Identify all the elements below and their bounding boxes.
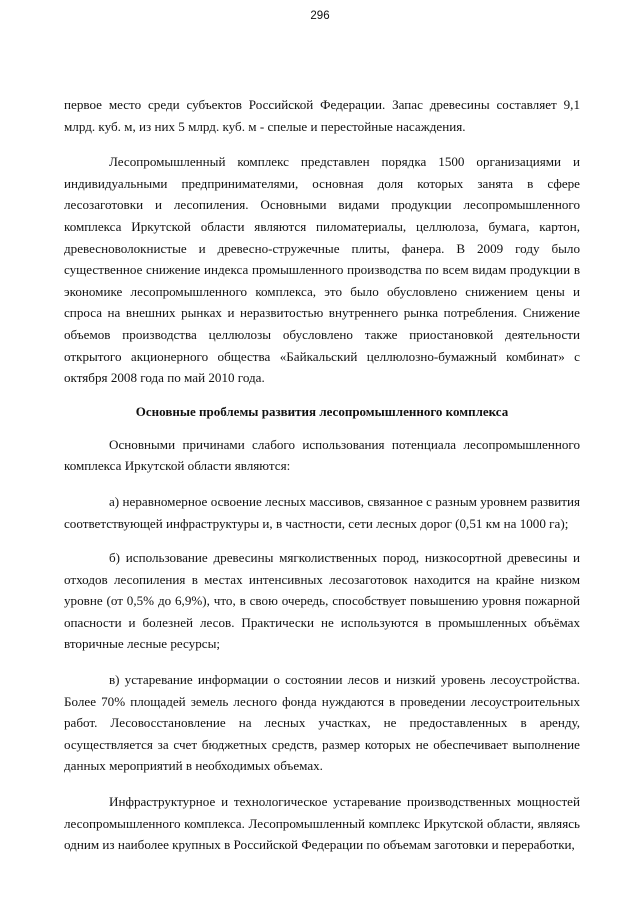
paragraph-industry-overview: Лесопромышленный комплекс представлен порядка 1500 организациями и индивидуальными предпринимателями, основная доля которых занята в сфере лесозаготовки и лесопиления. Основными видами продукции лесопромышленного комплекса Иркутской области являются пиломатериалы, целлюлоза, бумага, картон, древесноволокнистые и древесно-стружечные плиты, фанера. В 2009 году было существенное снижение индекса промышленного производства по всем видам продукции в экономике лесопромышленного комплекса, это было обусловлено снижением цены и спроса на внешних рынках и неразвитостью внутреннего рынка потребления. Снижение объемов производства целлюлозы обусловлено также приостановкой деятельности открытого акционерного общества «Байкальский целлюлозно-бумажный комбинат» с октября 2008 года по май 2010 года.: [64, 154, 580, 386]
list-item-a: а) неравномерное освоение лесных массивов, связанное с разным уровнем развития соответствующей инфраструктуры и, в частности, сети лесных дорог (0,51 км на 1000 га);: [64, 493, 580, 531]
page-number: 296: [310, 10, 330, 22]
page-content: [64, 94, 580, 856]
paragraph-forest-reserves: первое место среди субъектов Российской Федерации. Запас древесины составляет 9,1 млрд. куб. м, из них 5 млрд. куб. м - спелые и перестойные насаждения.: [64, 97, 580, 134]
list-item-c: в) устаревание информации о состоянии лесов и низкий уровень лесоустройства. Более 70% площадей земель лесного фонда нуждаются в проведении лесоустроительных работ. Лесовосстановление на лесных участках, не предоставленных в аренду, осуществляется за счет бюджетных средств, размер которых не обеспечивает выполнение данных мероприятий в необходимых объемах.: [64, 672, 580, 774]
paragraph-main-causes: Основными причинами слабого использования потенциала лесопромышленного комплекса Иркутской области являются:: [64, 436, 580, 474]
paragraph-infrastructure: Инфраструктурное и технологическое устаревание производственных мощностей лесопромышленного комплекса. Лесопромышленный комплекс Иркутской области, являясь одним из наиболее крупных в Российской Федерации по объемам заготовки и переработки,: [64, 794, 580, 853]
list-item-b: б) использование древесины мягколиственных пород, низкосортной древесины и отходов лесопиления в местах интенсивных лесозаготовок находится на крайне низком уровне (от 0,5% до 6,9%), что, в свою очередь, способствует повышению уровня пожарной опасности и болезней лесов. Практически не используются в промышленных объёмах вторичные лесные ресурсы;: [64, 550, 580, 652]
section-heading: Основные проблемы развития лесопромышленного комплекса: [135, 403, 509, 419]
